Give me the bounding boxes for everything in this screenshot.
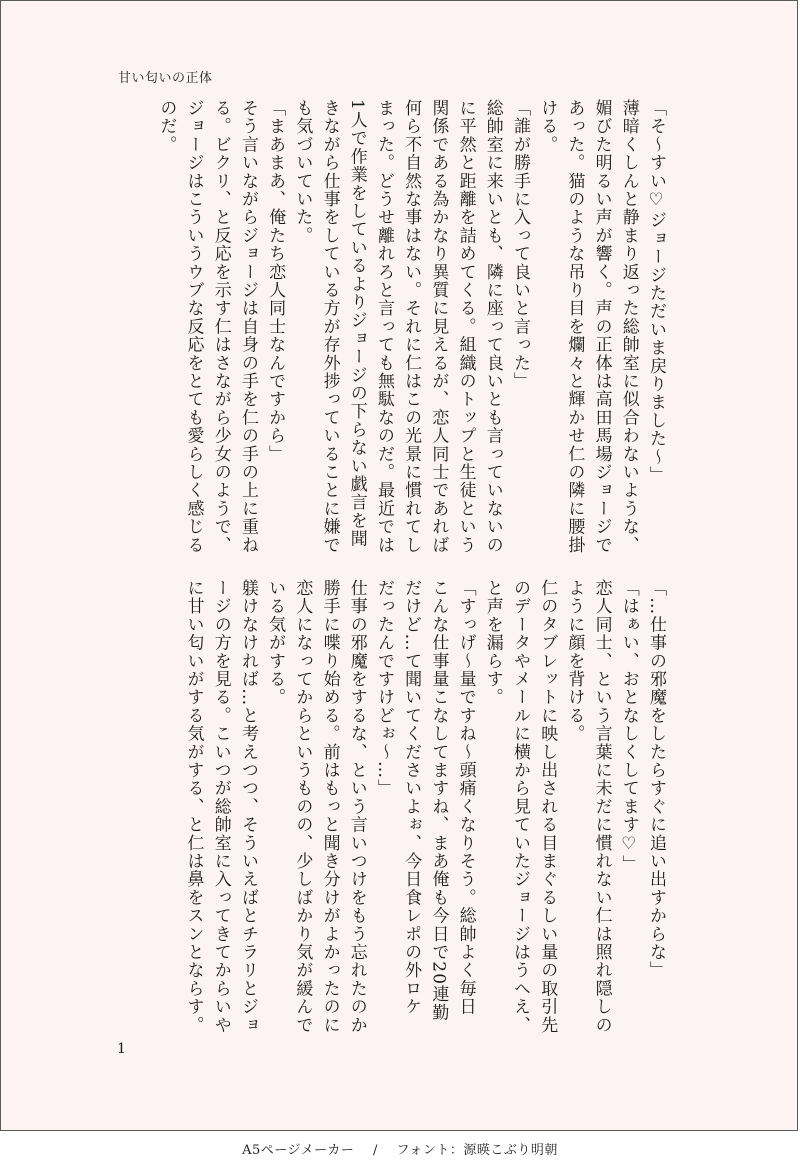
text-line: 躾けなければ…と考えつつ、そういえばとチラリとジョ: [237, 579, 258, 1034]
text-line: に平然と距離を詰めてくる。組織のトップと生徒という: [455, 99, 476, 554]
text-line: 恋人同士、という言葉に未だに慣れない仁は照れ隠しの: [591, 579, 612, 1034]
bottom-text-block: [111, 579, 669, 1034]
text-line: 仁のタブレットに映し出される目まぐるしい量の取引先: [537, 579, 558, 1034]
page-number: 1: [117, 1041, 126, 1057]
text-line: 仕事の邪魔をするな、という言いつけをもう忘れたのか: [346, 579, 367, 1034]
footer-credit: [0, 1131, 800, 1171]
text-line: あった。猫のような吊り目を爛々と輝かせ仁の隣に腰掛: [564, 99, 585, 554]
text-line: のだ。: [156, 99, 177, 154]
text-line: 「誰が勝手に入って良いと言った」: [509, 99, 530, 391]
footer-separator: /: [373, 1143, 378, 1158]
text-line: だったんですけどぉ〜…」: [373, 579, 394, 798]
text-line: ジョージはこういうウブな反応をとても愛らしく感じる: [183, 99, 204, 554]
text-line: 勝手に喋り始める。前はもっと聞き分けがよかったのに: [319, 579, 340, 1034]
text-line: 「まあまあ、俺たち恋人同士なんですから」: [265, 99, 286, 463]
text-line: のデータやメールに横から見ていたジョージはうへえ、: [509, 579, 530, 1034]
text-line: 「すっげ〜量ですね〜頭痛くなりそう。総帥よく毎日: [455, 579, 476, 1016]
text-line: 「はぁい、おとなしくしてます♡」: [618, 579, 639, 874]
text-line: 1人で作業をしているよりジョージの下らない戯言を聞: [346, 99, 367, 548]
text-line: ように顔を背ける。: [564, 579, 585, 743]
text-line: と声を漏らす。: [482, 579, 503, 707]
text-line: まった。どうせ離れろと言っても無駄なのだ。最近では: [373, 99, 394, 554]
text-line: 媚びた明るい声が響く。声の正体は高田馬場ジョージで: [591, 99, 612, 554]
text-line: 薄暗くしんと静まり返った総帥室に似合わないような、: [618, 99, 639, 554]
text-line: 「そ〜すい♡ジョージただいま戻りました〜」: [646, 99, 666, 485]
text-line: こんな仕事量こなしてますね、まあ俺も今日で20連勤: [428, 579, 449, 1022]
text-line: 総帥室に来いとも、隣に座って良いとも言っていないの: [482, 99, 503, 554]
page-title: 甘い匂いの正体: [118, 71, 213, 86]
top-text-block: [111, 99, 669, 555]
text-line: ージの方を見る。こいつが総帥室に入ってきてからいや: [210, 579, 231, 1034]
text-line: 何ら不自然な事はない。それに仁はこの光景に慣れてし: [401, 99, 422, 554]
text-line: いる気がする。: [265, 579, 286, 707]
text-line: そう言いながらジョージは自身の手を仁の手の上に重ね: [237, 99, 258, 555]
text-line: る。ビクリ、と反応を示す仁はさながら少女のようで、: [210, 99, 231, 554]
text-line: 恋人になってからというものの、少しばかり気が緩んで: [292, 579, 313, 1034]
text-line: だけど…て聞いてくださいよぉ、今日食レポの外ロケ: [401, 579, 422, 1016]
text-line: 「…仕事の邪魔をしたらすぐに追い出すからな」: [646, 579, 666, 980]
text-line: 関係である為かなり異質に見えるが、恋人同士であれば: [428, 99, 449, 554]
footer-font-label: フォント：源暎こぶり明朝: [396, 1143, 558, 1158]
text-line: に甘い匂いがする気がする、と仁は鼻をスンとならす。: [183, 579, 204, 1034]
footer-app-label: A5ページメーカー: [242, 1143, 355, 1158]
text-line: きながら仕事をしている方が存外捗っていることに嫌で: [319, 99, 340, 554]
text-line: も気づいていた。: [292, 99, 313, 245]
text-line: ける。: [537, 99, 558, 154]
